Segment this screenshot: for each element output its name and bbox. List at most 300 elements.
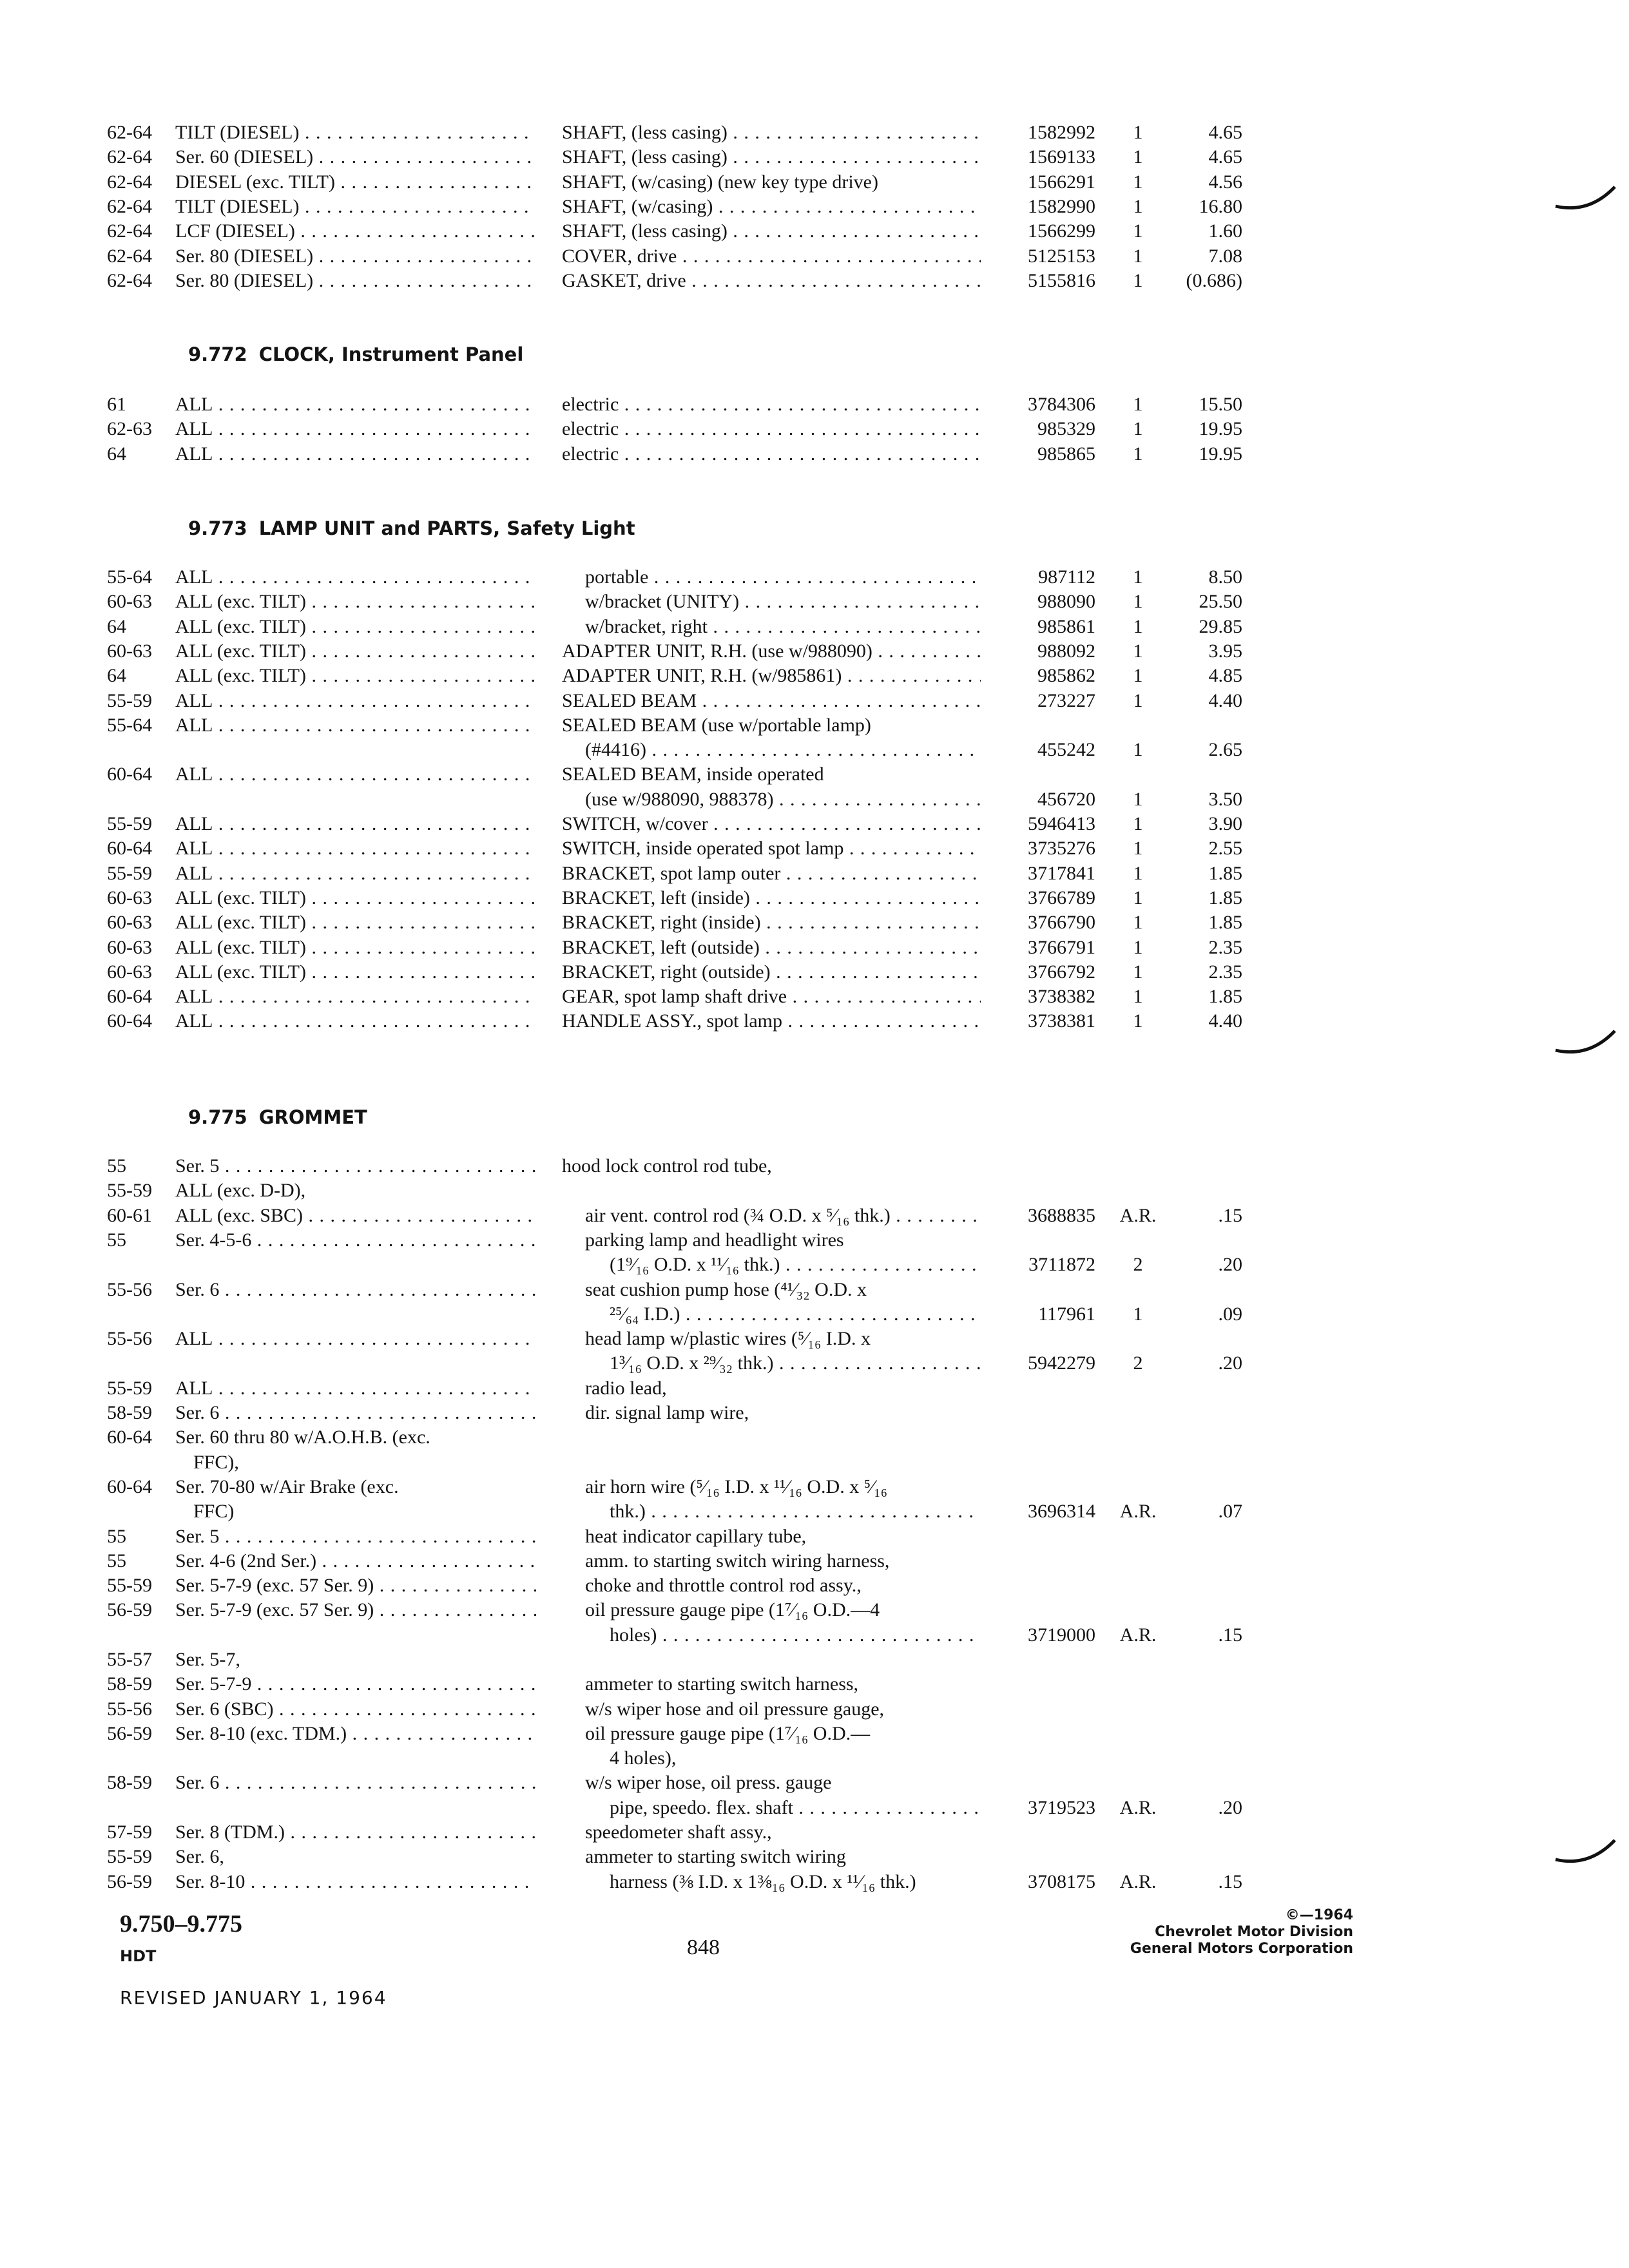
- year-cell: 60-63: [107, 640, 152, 662]
- price-cell: 19.95: [1199, 443, 1242, 465]
- model-cell: ALL . . .: [175, 392, 536, 418]
- price-cell: 1.85: [1208, 986, 1242, 1007]
- table-row: [0, 244, 1629, 269]
- description-cell: amm. to starting switch wiring harness,: [585, 1550, 890, 1571]
- part-number-cell: 3735276: [1028, 838, 1095, 859]
- table-row: [0, 1721, 1629, 1747]
- model-cell: ALL (exc. TILT) . . .: [175, 910, 536, 936]
- table-row: [0, 1869, 1629, 1895]
- price-cell: 4.65: [1208, 122, 1242, 143]
- description-cell: SEALED BEAM . . .: [562, 688, 981, 714]
- year-cell: 56-59: [107, 1599, 152, 1620]
- year-cell: 55-59: [107, 1378, 152, 1399]
- table-row: [0, 589, 1629, 615]
- description-cell: ²⁵⁄₆₄ I.D.) . . .: [610, 1302, 981, 1327]
- price-cell: 25.50: [1199, 591, 1242, 612]
- description-cell: GEAR, spot lamp shaft drive . . .: [562, 984, 981, 1010]
- year-cell: 60-64: [107, 764, 152, 785]
- description-cell: pipe, speedo. flex. shaft . . .: [610, 1795, 981, 1821]
- year-cell: 55-59: [107, 1180, 152, 1201]
- model-cell: ALL . . .: [175, 836, 536, 861]
- footer-section-range: 9.750–9.775: [120, 1910, 242, 1937]
- table-row: [0, 836, 1629, 861]
- quantity-cell: A.R.: [1119, 1797, 1157, 1818]
- model-cell: Ser. 80 (DIESEL) . . .: [175, 244, 536, 269]
- quantity-cell: 2: [1133, 1254, 1143, 1275]
- part-number-cell: 3738381: [1028, 1010, 1095, 1032]
- quantity-cell: 1: [1133, 813, 1143, 834]
- year-cell: 55-56: [107, 1698, 152, 1720]
- price-cell: (0.686): [1186, 270, 1242, 291]
- quantity-cell: 1: [1133, 640, 1143, 662]
- description-cell: BRACKET, right (outside) . . .: [562, 959, 981, 985]
- year-cell: 58-59: [107, 1772, 152, 1793]
- quantity-cell: 1: [1133, 1303, 1143, 1325]
- table-row: [0, 1524, 1629, 1550]
- binder-clip-mark-icon: [1550, 1827, 1621, 1872]
- year-cell: 55-57: [107, 1649, 152, 1670]
- description-cell: SHAFT, (w/casing) . . .: [562, 194, 981, 220]
- description-cell: dir. signal lamp wire,: [585, 1402, 749, 1423]
- model-cell: ALL (exc. TILT) . . .: [175, 935, 536, 961]
- copyright-division: Chevrolet Motor Division: [1155, 1924, 1353, 1940]
- description-cell: (use w/988090, 988378) . . .: [585, 787, 981, 812]
- part-number-cell: 3688835: [1028, 1205, 1095, 1226]
- year-cell: 60-63: [107, 961, 152, 983]
- table-row: [0, 1499, 1629, 1524]
- price-cell: 2.55: [1208, 838, 1242, 859]
- section-title: GROMMET: [258, 1106, 367, 1128]
- quantity-cell: 1: [1133, 739, 1143, 760]
- part-number-cell: 3708175: [1028, 1871, 1095, 1892]
- price-cell: .15: [1218, 1624, 1242, 1646]
- year-cell: 62-64: [107, 171, 152, 193]
- model-cell: TILT (DIESEL) . . .: [175, 120, 536, 146]
- part-number-cell: 3766792: [1028, 961, 1095, 983]
- year-cell: 60-64: [107, 986, 152, 1007]
- table-row: [0, 1227, 1629, 1253]
- part-number-cell: 3717841: [1028, 863, 1095, 884]
- table-row: [0, 564, 1629, 590]
- description-cell: BRACKET, left (inside) . . .: [562, 885, 981, 911]
- year-cell: 55: [107, 1526, 126, 1547]
- part-number-cell: 3766789: [1028, 887, 1095, 908]
- year-cell: 60-61: [107, 1205, 152, 1226]
- year-cell: 62-64: [107, 220, 152, 242]
- description-cell: w/bracket (UNITY) . . .: [585, 589, 981, 615]
- table-row: [0, 144, 1629, 170]
- model-cell: ALL . . .: [175, 762, 536, 787]
- description-cell: heat indicator capillary tube,: [585, 1526, 807, 1547]
- model-cell: ALL . . .: [175, 811, 536, 837]
- description-cell: electric . . .: [562, 441, 981, 467]
- price-cell: 15.50: [1199, 394, 1242, 415]
- description-cell: electric . . .: [562, 416, 981, 442]
- price-cell: 2.35: [1208, 961, 1242, 983]
- price-cell: 4.40: [1208, 690, 1242, 711]
- part-number-cell: 5155816: [1028, 270, 1095, 291]
- table-row: [0, 1400, 1629, 1426]
- part-number-cell: 1582990: [1028, 196, 1095, 217]
- quantity-cell: 1: [1133, 196, 1143, 217]
- price-cell: 2.35: [1208, 937, 1242, 958]
- model-cell: FFC): [193, 1501, 235, 1522]
- year-cell: 61: [107, 394, 126, 415]
- model-cell: ALL . . .: [175, 861, 536, 887]
- model-cell: ALL . . .: [175, 1376, 536, 1401]
- description-cell: ammeter to starting switch harness,: [585, 1673, 859, 1695]
- table-row: [0, 194, 1629, 220]
- quantity-cell: 1: [1133, 418, 1143, 439]
- description-cell: BRACKET, right (inside) . . .: [562, 910, 981, 936]
- model-cell: DIESEL (exc. TILT) . . .: [175, 169, 536, 195]
- table-row: [0, 614, 1629, 640]
- description-cell: SWITCH, inside operated spot lamp . . .: [562, 836, 981, 861]
- description-cell: air horn wire (⁵⁄₁₆ I.D. x ¹¹⁄₁₆ O.D. x ⁵⁄₁₆: [585, 1476, 888, 1497]
- table-row: [0, 984, 1629, 1010]
- year-cell: 60-64: [107, 1427, 152, 1448]
- table-row: [0, 120, 1629, 146]
- model-cell: ALL (exc. D-D),: [175, 1180, 306, 1201]
- year-cell: 64: [107, 616, 126, 637]
- year-cell: 62-64: [107, 196, 152, 217]
- table-row: [0, 1573, 1629, 1599]
- part-number-cell: 3696314: [1028, 1501, 1095, 1522]
- year-cell: 56-59: [107, 1723, 152, 1744]
- quantity-cell: 1: [1133, 220, 1143, 242]
- description-cell: COVER, drive . . .: [562, 244, 981, 269]
- table-row: [0, 787, 1629, 812]
- description-cell: ADAPTER UNIT, R.H. (w/985861) . . .: [562, 663, 981, 689]
- year-cell: 60-63: [107, 937, 152, 958]
- table-row: [0, 1622, 1629, 1648]
- model-cell: ALL . . .: [175, 564, 536, 590]
- year-cell: 55: [107, 1155, 126, 1177]
- description-cell: oil pressure gauge pipe (1⁷⁄₁₆ O.D.—: [585, 1723, 871, 1744]
- footer-code: HDT: [120, 1947, 157, 1965]
- table-row: [0, 1376, 1629, 1401]
- price-cell: .20: [1218, 1352, 1242, 1374]
- part-number-cell: 5946413: [1028, 813, 1095, 834]
- year-cell: 55-64: [107, 566, 152, 588]
- part-number-cell: 3784306: [1028, 394, 1095, 415]
- year-cell: 60-63: [107, 912, 152, 933]
- table-row: [0, 1425, 1629, 1450]
- price-cell: 4.40: [1208, 1010, 1242, 1032]
- table-row: [0, 1203, 1629, 1229]
- copyright-year: ©—1964: [1285, 1907, 1353, 1923]
- part-number-cell: 3766791: [1028, 937, 1095, 958]
- section-heading-lamp: [188, 515, 635, 541]
- description-cell: choke and throttle control rod assy.,: [585, 1575, 862, 1596]
- year-cell: 64: [107, 443, 126, 465]
- model-cell: Ser. 8-10 . . .: [175, 1869, 536, 1895]
- model-cell: FFC),: [193, 1452, 239, 1473]
- description-cell: w/s wiper hose, oil press. gauge: [585, 1772, 832, 1793]
- binder-clip-mark-icon: [1550, 1018, 1621, 1063]
- year-cell: 57-59: [107, 1821, 152, 1843]
- quantity-cell: 1: [1133, 566, 1143, 588]
- section-title: LAMP UNIT and PARTS, Safety Light: [258, 517, 635, 539]
- part-number-cell: 985329: [1037, 418, 1095, 439]
- quantity-cell: 1: [1133, 394, 1143, 415]
- part-number-cell: 1582992: [1028, 122, 1095, 143]
- table-row: [0, 1252, 1629, 1278]
- quantity-cell: 1: [1133, 887, 1143, 908]
- description-cell: seat cushion pump hose (⁴¹⁄₃₂ O.D. x: [585, 1279, 867, 1300]
- part-number-cell: 3719523: [1028, 1797, 1095, 1818]
- table-row: [0, 1474, 1629, 1500]
- description-cell: head lamp w/plastic wires (⁵⁄₁₆ I.D. x: [585, 1328, 871, 1349]
- part-number-cell: 3766790: [1028, 912, 1095, 933]
- table-row: [0, 1844, 1629, 1870]
- description-cell: SHAFT, (less casing) . . .: [562, 218, 981, 244]
- part-number-cell: 985861: [1037, 616, 1095, 637]
- table-row: [0, 811, 1629, 837]
- table-row: [0, 1820, 1629, 1845]
- quantity-cell: A.R.: [1119, 1501, 1157, 1522]
- model-cell: ALL (exc. TILT) . . .: [175, 959, 536, 985]
- table-row: [0, 910, 1629, 936]
- description-cell: SHAFT, (less casing) . . .: [562, 120, 981, 146]
- revision-date: REVISED JANUARY 1, 1964: [120, 1987, 387, 2008]
- model-cell: LCF (DIESEL) . . .: [175, 218, 536, 244]
- price-cell: 4.56: [1208, 171, 1242, 193]
- price-cell: .07: [1218, 1501, 1242, 1522]
- year-cell: 55: [107, 1229, 126, 1251]
- model-cell: Ser. 4-6 (2nd Ser.) . . .: [175, 1548, 536, 1574]
- table-row: [0, 1770, 1629, 1796]
- model-cell: ALL . . .: [175, 416, 536, 442]
- part-number-cell: 5125153: [1028, 245, 1095, 267]
- quantity-cell: A.R.: [1119, 1205, 1157, 1226]
- table-row: [0, 1597, 1629, 1623]
- copyright-block: [1130, 1907, 1353, 1957]
- description-cell: oil pressure gauge pipe (1⁷⁄₁₆ O.D.—4: [585, 1599, 880, 1620]
- quantity-cell: 1: [1133, 937, 1143, 958]
- section-number: 9.772: [188, 343, 247, 365]
- quantity-cell: 1: [1133, 838, 1143, 859]
- description-cell: GASKET, drive . . .: [562, 268, 981, 294]
- part-number-cell: 1566291: [1028, 171, 1095, 193]
- table-row: [0, 688, 1629, 714]
- year-cell: 56-59: [107, 1871, 152, 1892]
- model-cell: ALL (exc. TILT) . . .: [175, 589, 536, 615]
- quantity-cell: 1: [1133, 789, 1143, 810]
- price-cell: 1.60: [1208, 220, 1242, 242]
- year-cell: 64: [107, 665, 126, 686]
- part-number-cell: 1569133: [1028, 146, 1095, 168]
- table-row: [0, 268, 1629, 294]
- description-cell: portable . . .: [585, 564, 981, 590]
- table-row: [0, 1745, 1629, 1771]
- table-row: [0, 762, 1629, 787]
- model-cell: ALL . . .: [175, 713, 536, 738]
- copyright-corporation: General Motors Corporation: [1130, 1941, 1353, 1957]
- table-row: [0, 1696, 1629, 1722]
- part-number-cell: 455242: [1037, 739, 1095, 760]
- quantity-cell: 1: [1133, 443, 1143, 465]
- description-cell: w/bracket, right . . .: [585, 614, 981, 640]
- model-cell: Ser. 60 (DIESEL) . . .: [175, 144, 536, 170]
- quantity-cell: 1: [1133, 616, 1143, 637]
- model-cell: Ser. 6 . . .: [175, 1400, 536, 1426]
- table-row: [0, 1008, 1629, 1034]
- quantity-cell: 1: [1133, 665, 1143, 686]
- table-row: [0, 441, 1629, 467]
- description-cell: holes) . . .: [610, 1622, 981, 1648]
- price-cell: .15: [1218, 1205, 1242, 1226]
- table-row: [0, 1795, 1629, 1821]
- model-cell: ALL . . .: [175, 1008, 536, 1034]
- table-row: [0, 959, 1629, 985]
- part-number-cell: 988090: [1037, 591, 1095, 612]
- model-cell: Ser. 6 . . .: [175, 1770, 536, 1796]
- model-cell: Ser. 5 . . .: [175, 1524, 536, 1550]
- model-cell: Ser. 5-7,: [175, 1649, 240, 1670]
- quantity-cell: 1: [1133, 961, 1143, 983]
- price-cell: 16.80: [1199, 196, 1242, 217]
- model-cell: ALL (exc. TILT) . . .: [175, 885, 536, 911]
- price-cell: 4.85: [1208, 665, 1242, 686]
- year-cell: 55-59: [107, 813, 152, 834]
- model-cell: Ser. 80 (DIESEL) . . .: [175, 268, 536, 294]
- part-number-cell: 3719000: [1028, 1624, 1095, 1646]
- price-cell: .20: [1218, 1797, 1242, 1818]
- binder-clip-mark-icon: [1550, 174, 1621, 219]
- model-cell: Ser. 70-80 w/Air Brake (exc.: [175, 1476, 399, 1497]
- table-row: [0, 1178, 1629, 1204]
- price-cell: 1.85: [1208, 887, 1242, 908]
- table-row: [0, 416, 1629, 442]
- description-cell: ADAPTER UNIT, R.H. (use w/988090) . . .: [562, 639, 981, 664]
- description-cell: SEALED BEAM (use w/portable lamp): [562, 715, 871, 736]
- model-cell: ALL . . .: [175, 1326, 536, 1352]
- price-cell: 19.95: [1199, 418, 1242, 439]
- table-row: [0, 218, 1629, 244]
- year-cell: 60-64: [107, 838, 152, 859]
- year-cell: 55-59: [107, 863, 152, 884]
- price-cell: 3.50: [1208, 789, 1242, 810]
- description-cell: harness (⅜ I.D. x 1⅜₁₆ O.D. x ¹¹⁄₁₆ thk.): [610, 1871, 916, 1892]
- model-cell: ALL (exc. TILT) . . .: [175, 614, 536, 640]
- model-cell: ALL . . .: [175, 984, 536, 1010]
- description-cell: (#4416) . . .: [585, 737, 981, 763]
- table-row: [0, 861, 1629, 887]
- model-cell: Ser. 60 thru 80 w/A.O.H.B. (exc.: [175, 1427, 430, 1448]
- year-cell: 58-59: [107, 1402, 152, 1423]
- description-cell: 1³⁄₁₆ O.D. x ²⁹⁄₃₂ thk.) . . .: [610, 1350, 981, 1376]
- part-number-cell: 117961: [1038, 1303, 1095, 1325]
- price-cell: .20: [1218, 1254, 1242, 1275]
- quantity-cell: A.R.: [1119, 1871, 1157, 1892]
- model-cell: Ser. 5 . . .: [175, 1153, 536, 1179]
- year-cell: 55-64: [107, 715, 152, 736]
- price-cell: .15: [1218, 1871, 1242, 1892]
- quantity-cell: 1: [1133, 591, 1143, 612]
- table-row: [0, 1350, 1629, 1376]
- table-row: [0, 663, 1629, 689]
- part-number-cell: 985865: [1037, 443, 1095, 465]
- price-cell: 2.65: [1208, 739, 1242, 760]
- description-cell: SHAFT, (less casing) . . .: [562, 144, 981, 170]
- description-cell: thk.) . . .: [610, 1499, 981, 1524]
- table-row: [0, 1450, 1629, 1475]
- part-number-cell: 5942279: [1028, 1352, 1095, 1374]
- part-number-cell: 1566299: [1028, 220, 1095, 242]
- price-cell: 1.85: [1208, 863, 1242, 884]
- table-row: [0, 713, 1629, 738]
- year-cell: 55-59: [107, 1846, 152, 1867]
- table-row: [0, 1647, 1629, 1673]
- quantity-cell: 1: [1133, 171, 1143, 193]
- model-cell: Ser. 8 (TDM.) . . .: [175, 1820, 536, 1845]
- year-cell: 55-59: [107, 1575, 152, 1596]
- section-number: 9.775: [188, 1106, 247, 1128]
- part-number-cell: 3738382: [1028, 986, 1095, 1007]
- price-cell: 7.08: [1208, 245, 1242, 267]
- part-number-cell: 3711872: [1028, 1254, 1095, 1275]
- description-cell: ammeter to starting switch wiring: [585, 1846, 846, 1867]
- quantity-cell: A.R.: [1119, 1624, 1157, 1646]
- description-cell: 4 holes),: [610, 1747, 677, 1769]
- quantity-cell: 1: [1133, 1010, 1143, 1032]
- model-cell: Ser. 5-7-9 . . .: [175, 1671, 536, 1697]
- description-cell: radio lead,: [585, 1378, 667, 1399]
- part-number-cell: 987112: [1038, 566, 1095, 588]
- year-cell: 62-64: [107, 245, 152, 267]
- table-row: [0, 1548, 1629, 1574]
- description-cell: BRACKET, left (outside) . . .: [562, 935, 981, 961]
- model-cell: Ser. 4-5-6 . . .: [175, 1227, 536, 1253]
- year-cell: 60-63: [107, 887, 152, 908]
- description-cell: SHAFT, (w/casing) (new key type drive): [562, 171, 878, 193]
- year-cell: 58-59: [107, 1673, 152, 1695]
- description-cell: hood lock control rod tube,: [562, 1155, 772, 1177]
- year-cell: 60-64: [107, 1010, 152, 1032]
- part-number-cell: 456720: [1037, 789, 1095, 810]
- price-cell: 8.50: [1208, 566, 1242, 588]
- price-cell: 3.90: [1208, 813, 1242, 834]
- model-cell: ALL (exc. TILT) . . .: [175, 663, 536, 689]
- quantity-cell: 1: [1133, 690, 1143, 711]
- quantity-cell: 1: [1133, 986, 1143, 1007]
- description-cell: electric . . .: [562, 392, 981, 418]
- part-number-cell: 273227: [1037, 690, 1095, 711]
- model-cell: Ser. 5-7-9 (exc. 57 Ser. 9) . . .: [175, 1597, 536, 1623]
- model-cell: ALL . . .: [175, 688, 536, 714]
- year-cell: 55-56: [107, 1328, 152, 1349]
- table-row: [0, 885, 1629, 911]
- description-cell: air vent. control rod (¾ O.D. x ⁵⁄₁₆ thk.) . . .: [585, 1203, 981, 1229]
- quantity-cell: 1: [1133, 912, 1143, 933]
- price-cell: 4.65: [1208, 146, 1242, 168]
- table-row: [0, 1326, 1629, 1352]
- year-cell: 62-63: [107, 418, 152, 439]
- price-cell: 29.85: [1199, 616, 1242, 637]
- part-number-cell: 988092: [1037, 640, 1095, 662]
- quantity-cell: 1: [1133, 122, 1143, 143]
- year-cell: 60-63: [107, 591, 152, 612]
- table-row: [0, 737, 1629, 763]
- quantity-cell: 1: [1133, 270, 1143, 291]
- model-cell: ALL . . .: [175, 441, 536, 467]
- model-cell: Ser. 6,: [175, 1846, 224, 1867]
- price-cell: .09: [1218, 1303, 1242, 1325]
- quantity-cell: 1: [1133, 863, 1143, 884]
- description-cell: speedometer shaft assy.,: [585, 1821, 772, 1843]
- description-cell: SEALED BEAM, inside operated: [562, 764, 824, 785]
